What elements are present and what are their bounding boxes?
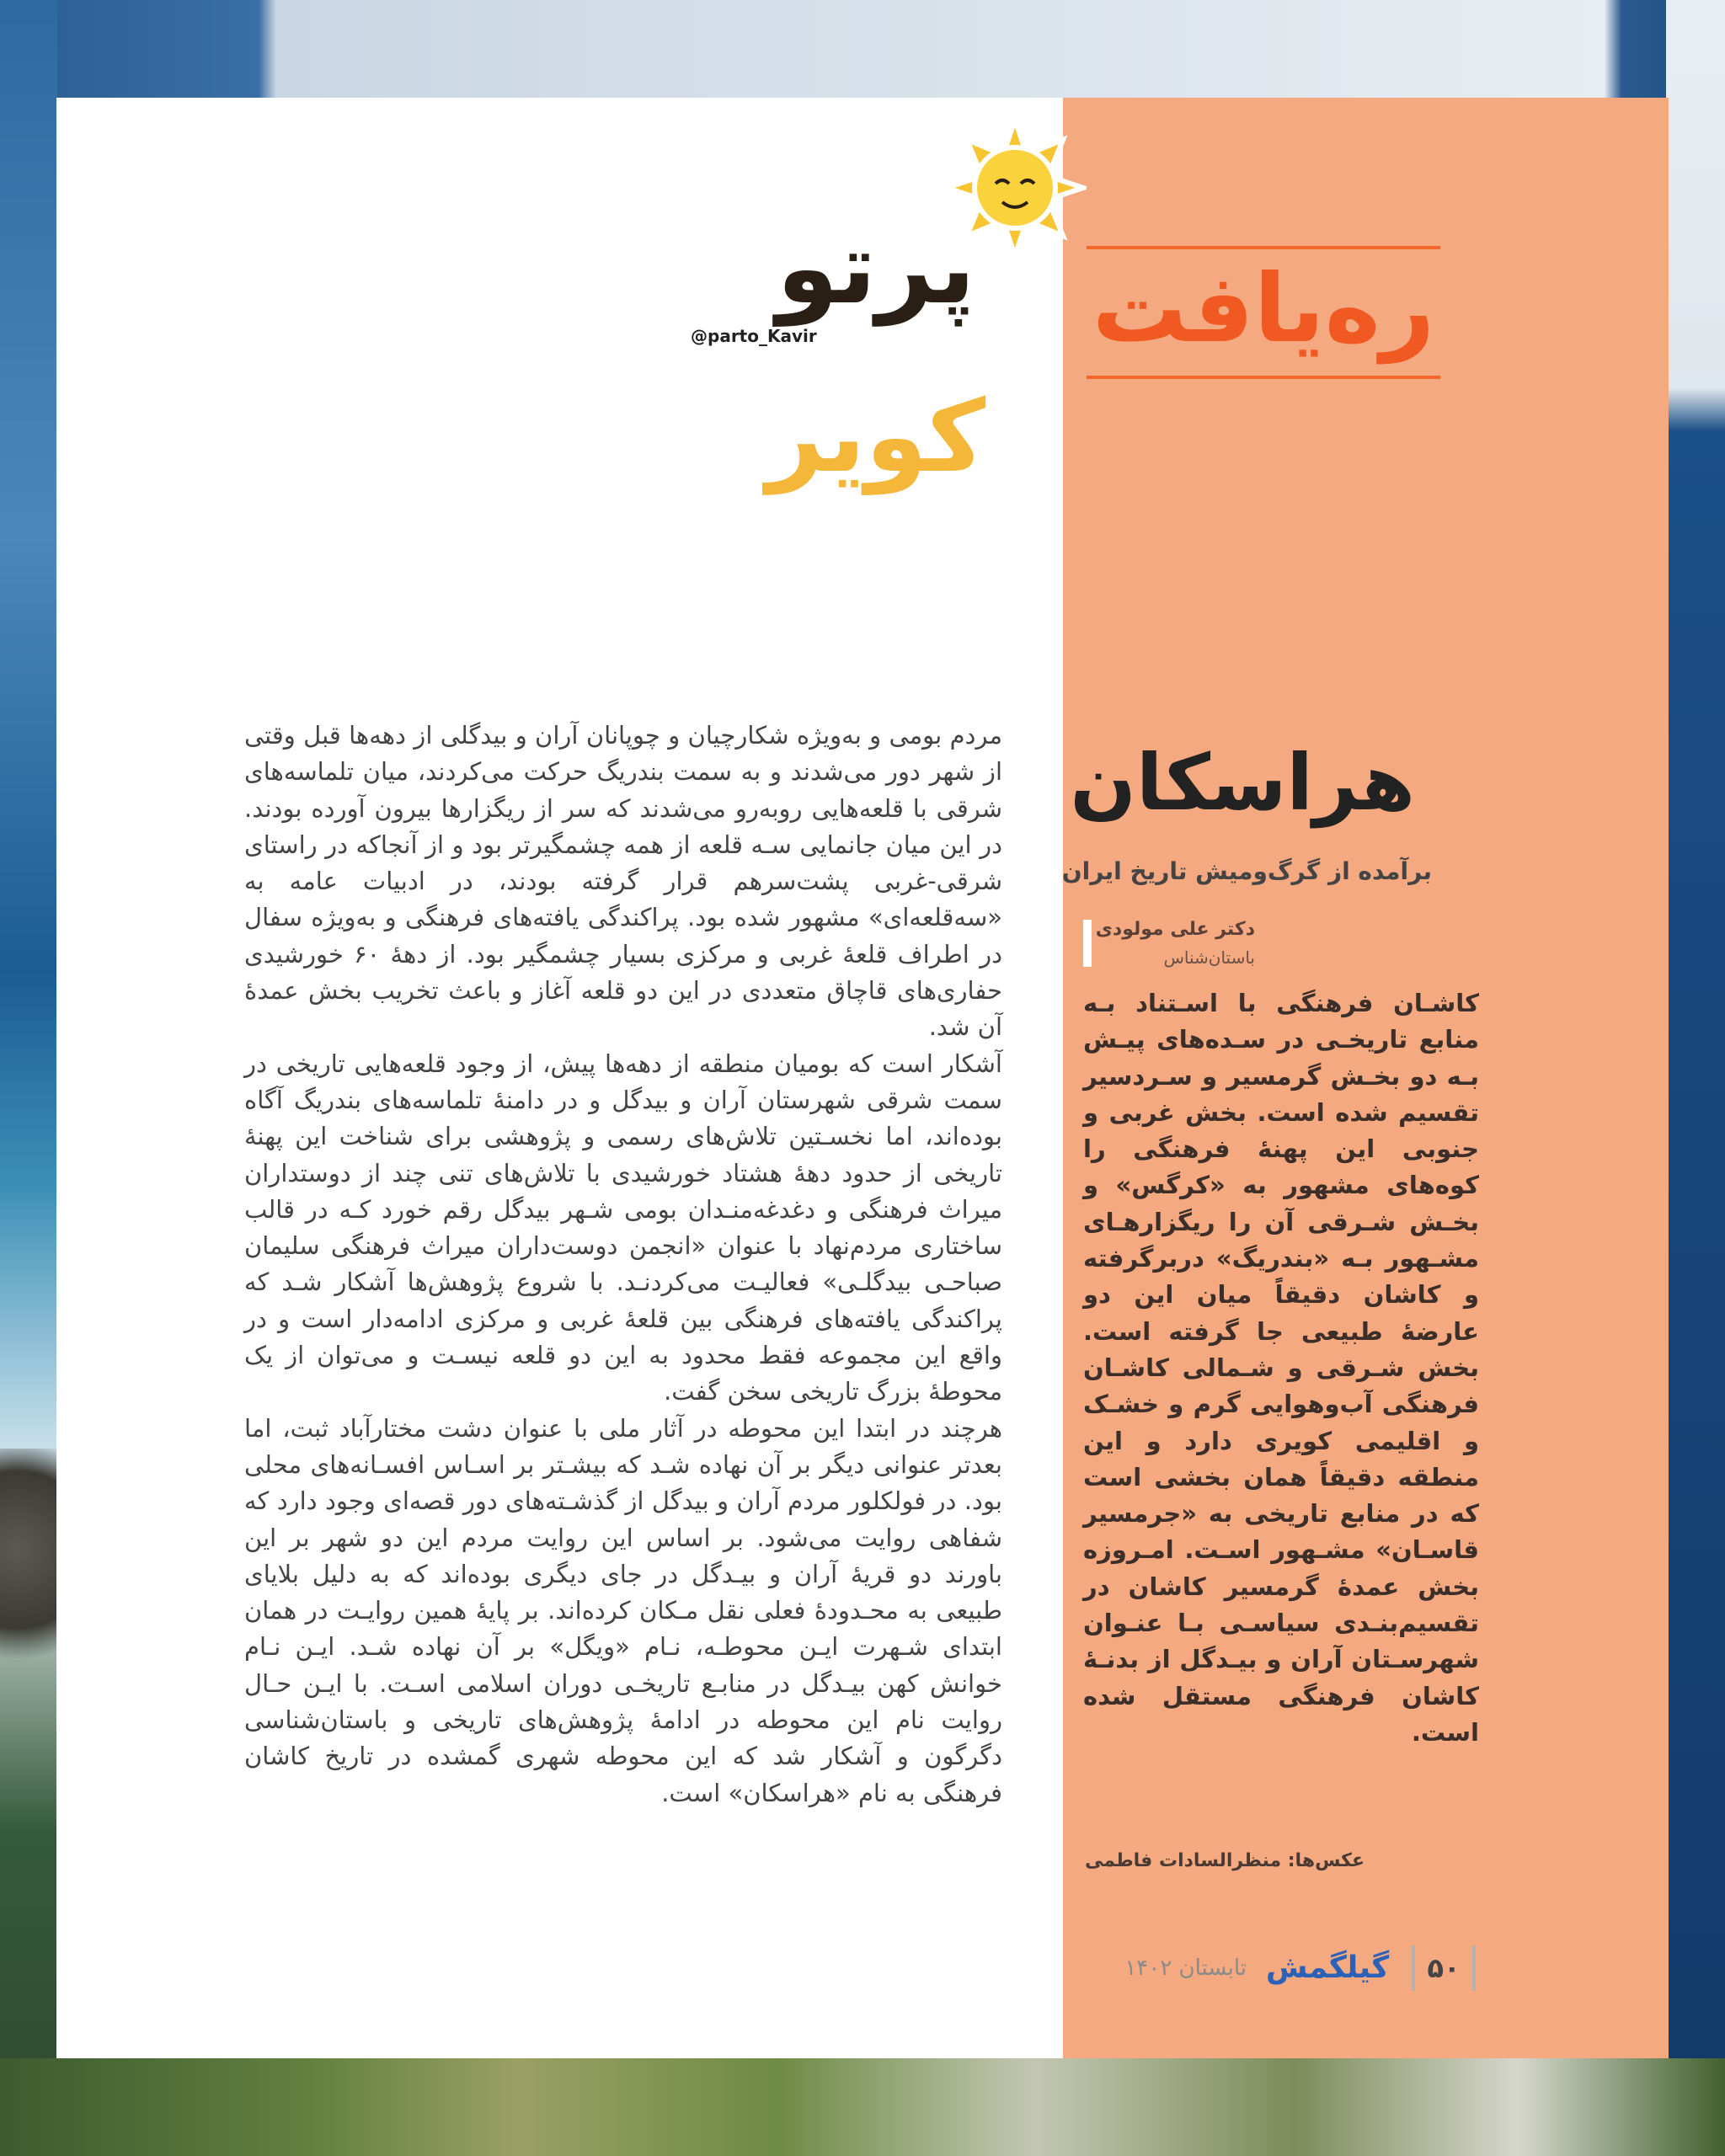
article-intro: کاشـان فرهنگی با اسـتناد بـه منابع تاریخـی در سـده‌های پیـش بـه دو بخـش گرمسیر و سـردسیر تقسیم شده است. بخش غربی و جنوبی این پهنهٔ فرهنگی را کوه‌های مشهور به «کرگس» و بخـش شـرقی آن را ریگزارهـای مشـهور بـه «بندریگ» دربرگرفته و کاشان دقیقاً میان این دو عارضهٔ طبیعی جا گرفته است. بخش شـرقی و شـمالی کاشـان فرهنگی آب‌وهوایی گرم و خشـک و اقلیمی کویری دارد و این منطقه دقیقاً همان بخشی است که در منابع تاریخی به «جرمسیر قاسـان» مشـهور اسـت. امـروزه بخش عمدهٔ گرمسیر کاشان در تقسیم‌بنـدی سیاسـی بـا عنـوان شهرسـتان آران و بیـدگل از بدنـهٔ کاشان فرهنگی مستقل شده است.: [1083, 989, 1479, 1747]
section-title: ره‌یافت: [1092, 254, 1435, 364]
body-paragraph-3: هرچند در ابتدا این محوطه در آثار ملی با عنوان دشت مختارآباد ثبت، اما بعدتر عنوانی دیگر بر آن نهاده شـد که بیشـتر بر اسـاس افسـانه‌های محلی بود. در فولکلور مردم آران و بیدگل از گذشـته‌های دور قصه‌ای وجود دارد که شفاهی روایت می‌شود. بر اساس این روایت مردم این دو شهر بر این باورند دو قریهٔ آران و بیـدگل در جای دیگری بوده‌اند که به دلیل بلایای طبیعی به محـدودهٔ فعلی نقل مـکان کرده‌اند. بر پایهٔ همین روایـت در همان ابتدای شـهرت ایـن محوطـه، نـام «ویگل» بر آن نهاده شـد. ایـن نـام خوانش کهن بیـدگل در منابـع تاریخـی دوران اسلامی اسـت. با ایـن حـال روایت نام این محوطه در ادامهٔ پژوهش‌های تاریخی و باستان‌شناسی دگرگون و آشکار شد که این محوطه شهری گمشده در تاریخ کاشان فرهنگی به نام «هراسکان» است.: [244, 1413, 1002, 1807]
photo-credit: عکس‌ها: منظرالسادات فاطمی: [1084, 1850, 1365, 1871]
section-rule-bottom: [1087, 376, 1440, 379]
logo-word-1: پرتو: [777, 210, 975, 326]
footer-divider-right: [1472, 1945, 1476, 1991]
logo-word-2: کویر: [766, 378, 986, 494]
background-bottom: [0, 2058, 1725, 2156]
background-top: [0, 0, 1725, 101]
issue-date: تابستان ۱۴۰۲: [1124, 1956, 1247, 1981]
body-paragraph-1: مردم بومی و به‌ویژه شکارچیان و چوپانان آران و بیدگلی از دهه‌ها قبل وقتی از شهر دور می‌شدند و به سمت بندریگ حرکت می‌کردند، میان تلماسه‌های شرقی با قلعه‌هایی روبه‌رو می‌شدند که سر از ریگزارها بیرون آورده بودند. در این میان جانمایی سـه قلعه از همه چشمگیرتر بود و از آنجاکه در راستای شرقی-غربی پشت‌سرهم قرار گرفته بودند، در ادبیات عامه به «سه‌قلعه‌ای» مشهور شده بود. پراکندگی یافته‌های فرهنگی و به‌ویژه سفال در اطراف قلعهٔ غربی و مرکزی بسیار چشمگیر بود. از دههٔ ۶۰ خورشیدی حفاری‌های قاچاق متعددی در این دو قلعه آغاز و باعث تخریب بخش عمدهٔ آن شد.: [244, 721, 1002, 1042]
background-right: [1666, 0, 1725, 2156]
logo-handle: @parto_Kavir: [691, 326, 817, 346]
body-paragraph-2: آشکار است که بومیان منطقه از دهه‌ها پیش، از وجود قلعه‌هایی تاریخی در سمت شرقی شهرستان آران و بیدگل و در دامنهٔ تلماسه‌های بندریگ آگاه بوده‌اند، اما نخسـتین تلاش‌های رسمی و پژوهشی برای شناخت این پهنهٔ تاریخی از حدود دههٔ هشتاد خورشیدی با تلاش‌های تنی چند از دوستداران میراث فرهنگی و دغدغه‌منـدان بومی شـهر بیدگل رقم خورد کـه در قالب ساختاری مردم‌نهاد با عنوان «انجمن دوست‌داران میراث فرهنگی سلیمان صباحـی بیدگلـی» فعالیـت می‌کردنـد. با شروع پژوهش‌ها آشکار شـد که پراکندگی یافته‌های فرهنگی بین قلعهٔ غربی و مرکزی ادامه‌دار است و در واقع این مجموعه فقط محدود به این دو قلعه نیسـت و می‌توان از یک محوطهٔ بزرگ تاریخی سخن گفت.: [244, 1049, 1002, 1406]
article-title: هراسکان: [1070, 738, 1415, 828]
footer-divider-left: [1412, 1945, 1415, 1991]
author-name: دکتر علی مولودی: [1095, 919, 1255, 940]
page-number: ۵۰: [1427, 1952, 1461, 1984]
background-rock: [0, 1449, 57, 1701]
author-role: باستان‌شناس: [1163, 947, 1255, 968]
background-left: [0, 0, 57, 2156]
magazine-logo: گیلگمش: [1265, 1951, 1390, 1985]
author-marker: [1083, 920, 1092, 967]
article-subtitle: برآمده از گرگ‌ومیش تاریخ ایران: [1061, 857, 1432, 885]
article-body: [244, 718, 1002, 1897]
